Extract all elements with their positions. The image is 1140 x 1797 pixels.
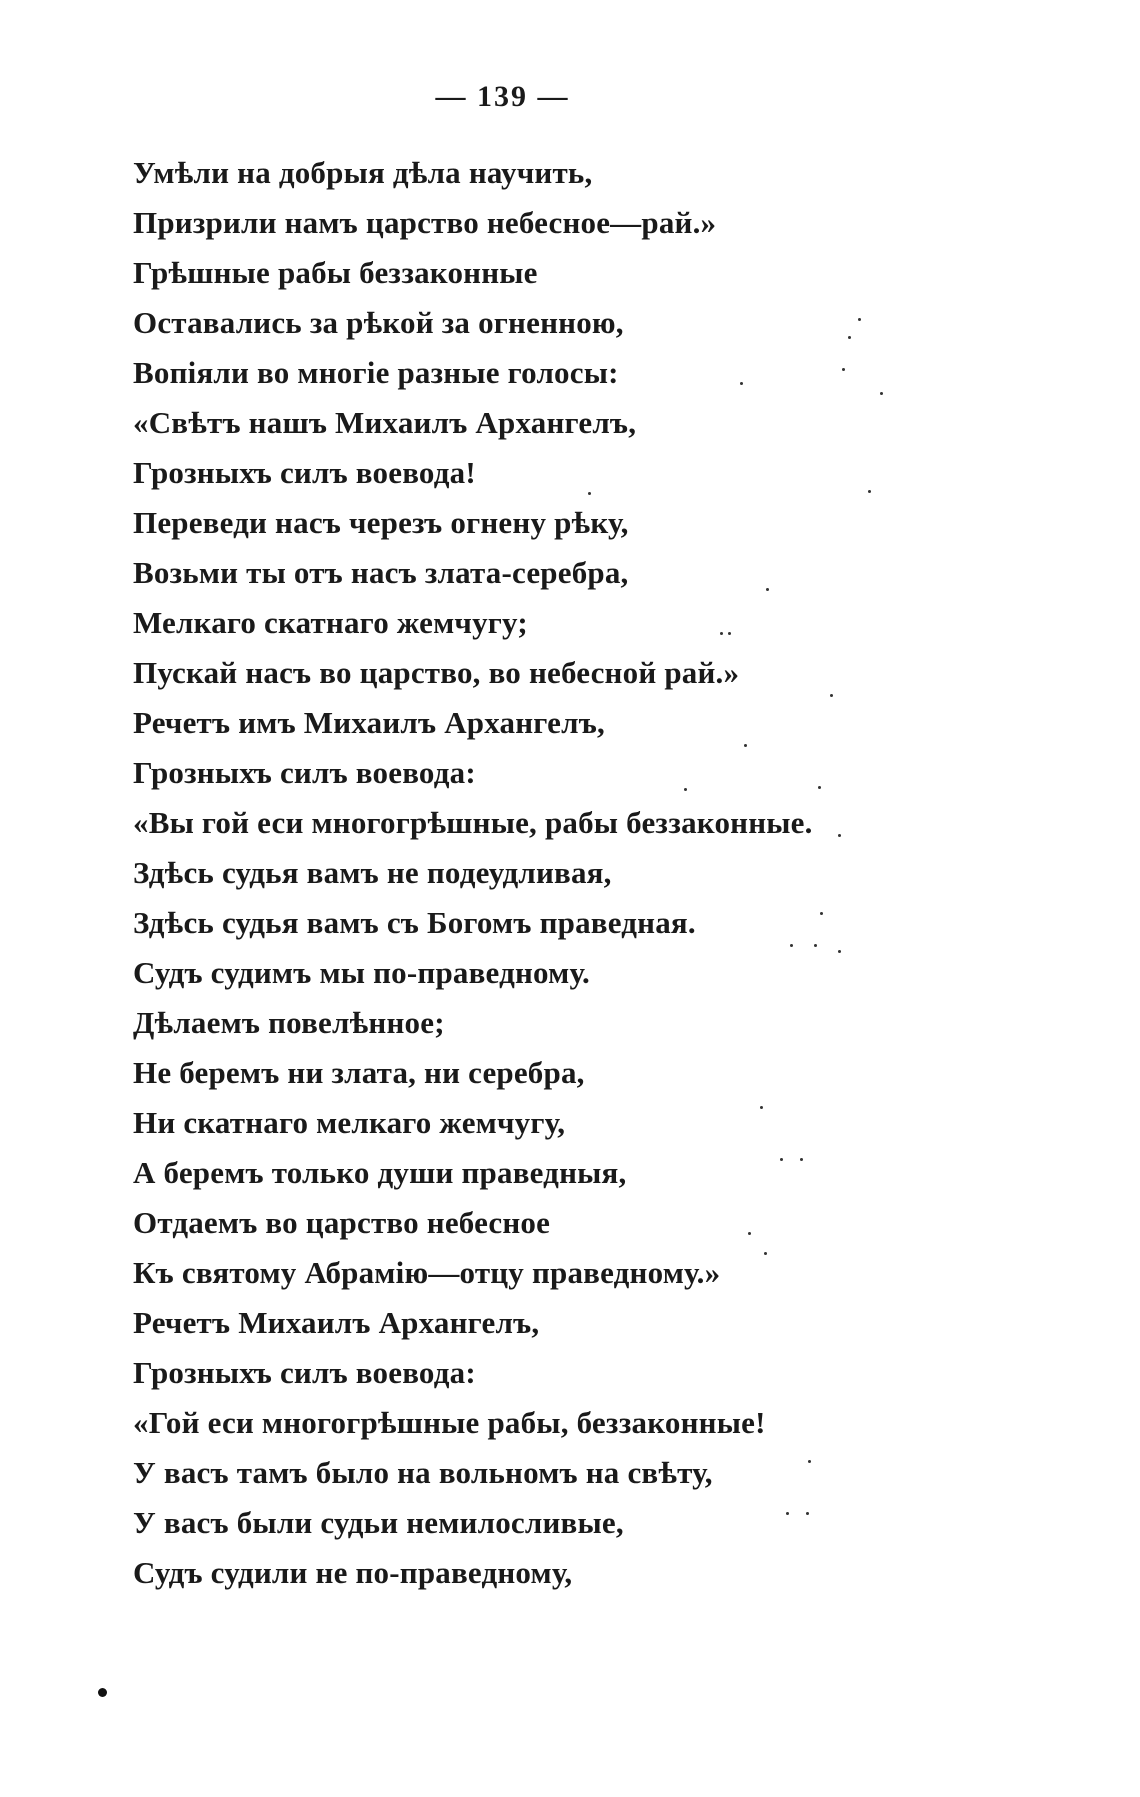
scan-speck [780,1158,783,1161]
poem-line: «Вы гой еси многогрѣшные, рабы беззаконные. [133,805,813,840]
scan-speck [766,588,769,591]
poem-line: Отдаемъ во царство небесное [133,1205,551,1240]
poem-line: Оставались за рѣкой за огненною, [133,305,624,340]
poem-line: Судъ судили не по-праведному, [133,1555,573,1590]
poem-line: Грозныхъ силъ воевода! [133,455,476,490]
poem-line: Судъ судимъ мы по-праведному. [133,955,591,990]
poem-line: У васъ были судьи немилосливые, [133,1505,624,1540]
scan-speck [838,950,841,953]
scan-speck [790,944,793,947]
poem-line: У васъ тамъ было на вольномъ на свѣту, [133,1455,713,1490]
scan-speck [684,788,687,791]
scan-speck [818,786,821,789]
scan-speck [740,382,743,385]
scan-speck [786,1512,789,1515]
poem-line: Ни скатнаго мелкаго жемчугу, [133,1105,566,1140]
poem-line: А беремъ только души праведныя, [133,1155,627,1190]
scan-dot [98,1688,107,1697]
poem-line: Здѣсь судья вамъ съ Богомъ праведная. [133,905,696,940]
scan-speck [848,336,851,339]
scan-speck [720,632,723,635]
poem-line: Не беремъ ни злата, ни серебра, [133,1055,585,1090]
scan-speck [842,368,845,371]
scan-speck [868,490,871,493]
poem-line: Переведи насъ черезъ огнену рѣку, [133,505,629,540]
poem-line: Мелкаго скатнаго жемчугу; [133,605,528,640]
scan-speck [808,1460,811,1463]
poem-line: Дѣлаемъ повелѣнное; [133,1005,445,1040]
poem-line: Здѣсь судья вамъ не подеудливая, [133,855,612,890]
poem-line: «Свѣтъ нашъ Михаилъ Архангелъ, [133,405,637,440]
poem-line: Къ святому Абрамію—отцу праведному.» [133,1255,721,1290]
scan-speck [728,632,731,635]
poem-text [133,148,973,1598]
scan-speck [838,834,841,837]
poem-line: Вопіяли во многіе разные голосы: [133,355,619,390]
page-number: — 139 — [435,80,570,113]
scan-speck [814,944,817,947]
scan-speck [764,1252,767,1255]
poem-line: Умѣли на добрыя дѣла научить, [133,155,593,190]
scan-speck [760,1106,763,1109]
scan-speck [820,912,823,915]
poem-line: Речетъ имъ Михаилъ Архангелъ, [133,705,605,740]
poem-line: Призрили намъ царство небесное—рай.» [133,205,717,240]
poem-line: Грозныхъ силъ воевода: [133,755,476,790]
poem-line: Пускай насъ во царство, во небесной рай.» [133,655,740,690]
poem-line: Грѣшные рабы беззаконные [133,255,538,290]
scan-speck [858,318,861,321]
scan-speck [800,1158,803,1161]
scan-speck [880,392,883,395]
scan-speck [748,1232,751,1235]
poem-line: Речетъ Михаилъ Архангелъ, [133,1305,540,1340]
poem-line: Грозныхъ силъ воевода: [133,1355,476,1390]
poem-line: Возьми ты отъ насъ злата-серебра, [133,555,629,590]
scan-speck [830,694,833,697]
scan-speck [806,1512,809,1515]
scan-speck [588,492,591,495]
poem-line: «Гой еси многогрѣшные рабы, беззаконные! [133,1405,766,1440]
scan-speck [744,744,747,747]
